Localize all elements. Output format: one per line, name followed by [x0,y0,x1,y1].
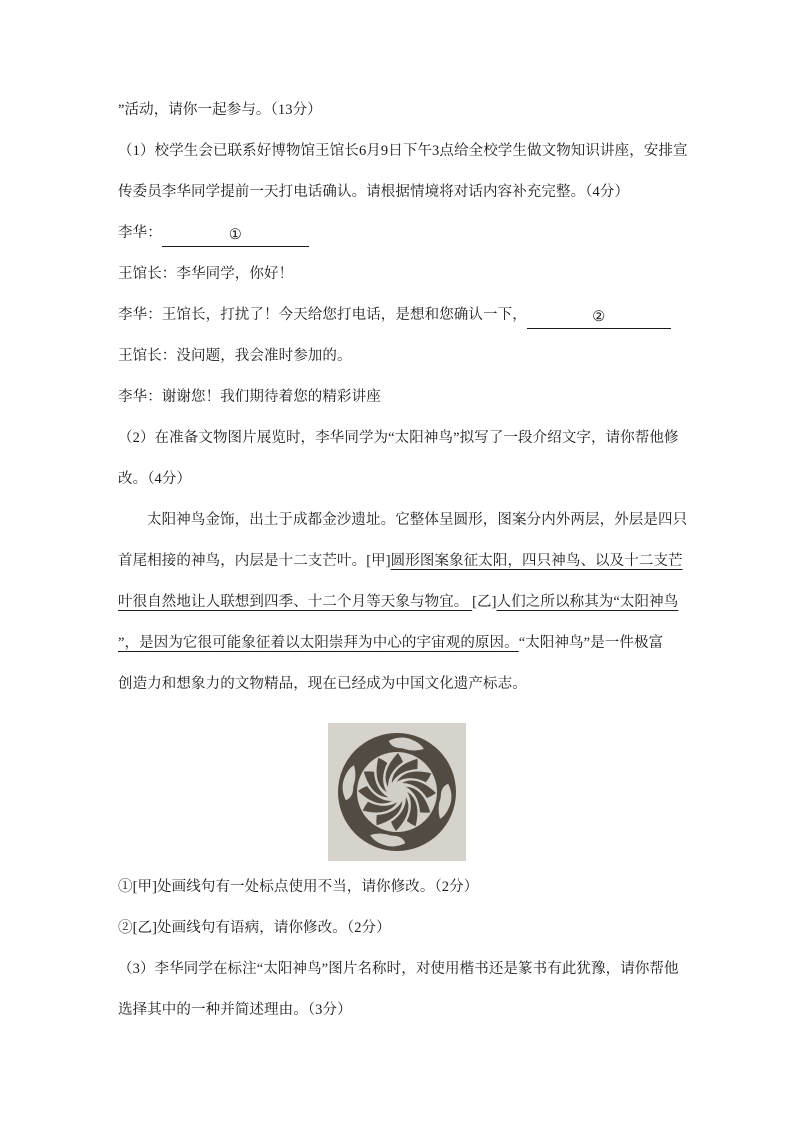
q2-prompt-line-1 [118,418,679,459]
text-segment: 李华： [118,225,162,241]
text-block-top [118,90,688,705]
text-segment: 王馆长：李华同学，你好！ [118,266,294,282]
text-segment: ②[乙]处画线句有语病，请你修改。（2分） [118,920,391,936]
q3-prompt-line-1 [118,949,679,990]
q1-prompt-line-2 [118,172,676,213]
q2-sub-question-1 [118,867,676,908]
passage-line-1 [118,500,688,541]
text-segment: “太阳神鸟”是一件极富 [518,635,664,651]
text-segment: （3）李华同学在标注“太阳神鸟”图片名称时，对使用楷书还是篆书有此犹豫，请你帮他 [118,961,679,977]
passage-line-4 [118,623,676,664]
q1-prompt-line-1 [118,131,688,172]
text-segment: 王馆长：没问题，我会准时参加的。 [118,348,352,364]
text-segment: （2）在准备文物图片展览时，李华同学为“太阳神鸟”拟写了一段介绍文字，请你帮他修 [118,430,679,446]
text-segment: （1）校学生会已联系好博物馆王馆长6月9日下午3点给全校学生做文物知识讲座，安排宣 [118,143,688,159]
text-segment: [乙] [472,594,497,610]
passage-line-2 [118,541,683,582]
q2-prompt-line-2 [118,459,676,500]
dialog-lihua-1 [118,213,676,254]
answer-blank[interactable]: ② [527,306,671,329]
text-segment: 首尾相接的神鸟，内层是十二支芒叶。[甲] [118,553,391,569]
passage-line-3 [118,582,679,623]
q2-sub-question-2 [118,908,676,949]
underlined-text: 圆形图案象征太阳，四只神鸟、以及十二支芒 [390,553,683,569]
underlined-text: 叶很自然地让人联想到四季、十二个月等天象与物宜。 [118,594,473,610]
text-segment: 改。（4分） [118,471,192,487]
text-segment: 李华：王馆长，打扰了！今天给您打电话，是想和您确认一下， [118,307,527,323]
text-segment: 传委员李华同学提前一天打电话确认。请根据情境将对话内容补充完整。（4分） [118,184,630,200]
intro-line [118,90,676,131]
text-segment: 创造力和想象力的文物精品，现在已经成为中国文化遗产标志。 [118,676,527,692]
dialog-wang-1 [118,254,676,295]
text-segment: ①[甲]处画线句有一处标点使用不当，请你修改。（2分） [118,879,479,895]
figure-row [118,705,676,867]
dialog-lihua-2 [118,295,676,336]
dialog-lihua-3 [118,377,676,418]
text-block-bottom [118,867,679,1031]
dialog-wang-2 [118,336,676,377]
text-segment: ”活动，请你一起参与。（13分） [118,102,322,118]
passage-line-5 [118,664,676,705]
text-segment: 太阳神鸟金饰，出土于成都金沙遗址。它整体呈圆形，图案分内外两层，外层是四只 [147,512,688,528]
sun-bird-photo [328,723,466,861]
underlined-text: 人们之所以称其为“太阳神鸟 [496,594,679,610]
q3-prompt-line-2 [118,990,676,1031]
text-segment: 李华：谢谢您！我们期待着您的精彩讲座 [118,389,381,405]
text-segment: 选择其中的一种并简述理由。（3分） [118,1002,352,1018]
answer-blank[interactable]: ① [162,224,309,247]
underlined-text: ”，是因为它很可能象征着以太阳崇拜为中心的宇宙观的原因。 [118,635,519,651]
